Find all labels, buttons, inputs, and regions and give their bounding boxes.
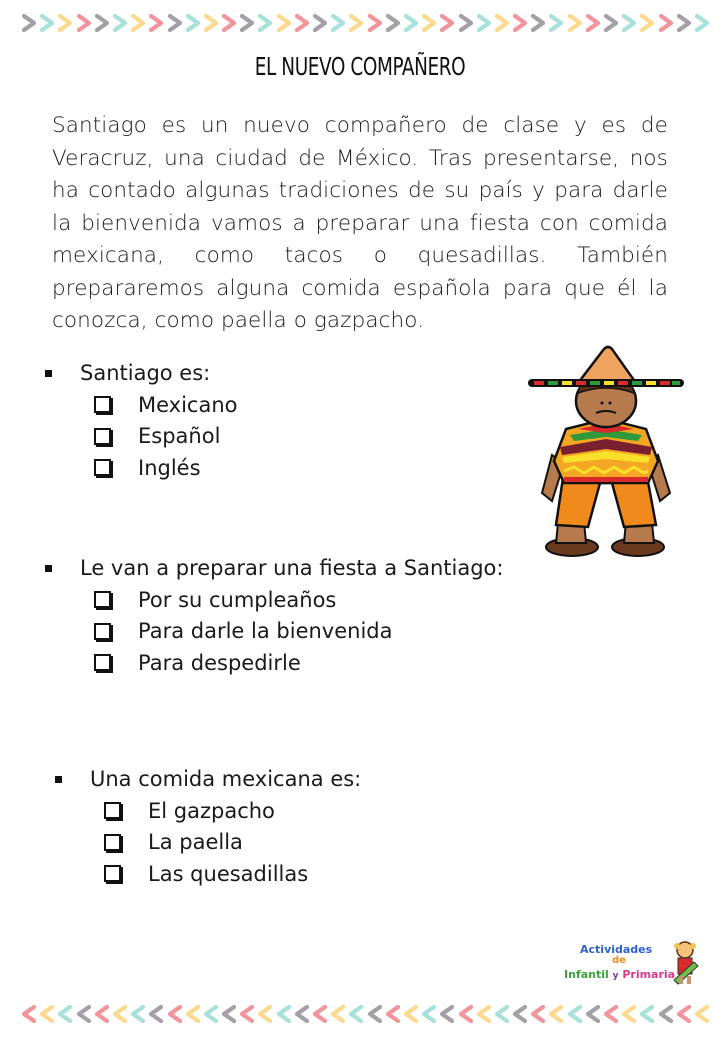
logo-word-primaria: Primaria	[622, 968, 676, 981]
chevron-right-icon	[602, 12, 620, 36]
chevron-right-icon	[93, 12, 111, 36]
option-label: Por su cumpleaños	[138, 587, 337, 612]
chevron-right-icon	[402, 12, 420, 36]
bullet-icon	[45, 370, 52, 377]
chevron-left-icon	[420, 1003, 438, 1027]
chevron-left-icon	[347, 1003, 365, 1027]
prompt-text: Santiago es:	[80, 361, 211, 385]
chevron-left-icon	[56, 1003, 74, 1027]
option-label: La paella	[148, 830, 243, 855]
checkbox[interactable]	[94, 428, 111, 445]
question-1	[44, 357, 238, 484]
chevron-left-icon	[584, 1003, 602, 1027]
checkbox[interactable]	[94, 459, 111, 476]
checkbox[interactable]	[104, 834, 121, 851]
chevron-left-icon	[220, 1003, 238, 1027]
chevron-left-icon	[457, 1003, 475, 1027]
question-2	[44, 552, 503, 679]
logo-word-infantil: Infantil	[564, 968, 609, 981]
chevron-left-icon	[202, 1003, 220, 1027]
chevron-left-icon	[293, 1003, 311, 1027]
chevron-left-icon	[93, 1003, 111, 1027]
chevron-right-icon	[366, 12, 384, 36]
option-label: Inglés	[138, 455, 201, 480]
chevron-right-icon	[147, 12, 165, 36]
chevron-right-icon	[384, 12, 402, 36]
chevron-left-icon	[111, 1003, 129, 1027]
story-paragraph: Santiago es un nuevo compañero de clase y es de Veracruz, una ciudad de México. Tras presentarse, nos ha contado algunas tradiciones de su país y para darle la bienvenida vamos a preparar una fiesta con comida mexicana, como tacos o quesadillas. También prepararemos alguna comida española para que él la conozca, como paella o gazpacho.	[52, 113, 668, 333]
chevron-left-icon	[511, 1003, 529, 1027]
brand-logo	[564, 940, 712, 988]
logo-word-y: y	[612, 971, 619, 981]
chevron-right-icon	[457, 12, 475, 36]
chevron-right-icon	[420, 12, 438, 36]
top-decorative-border	[20, 12, 710, 36]
chevron-right-icon	[584, 12, 602, 36]
chevron-left-icon	[366, 1003, 384, 1027]
chevron-right-icon	[620, 12, 638, 36]
chevron-right-icon	[38, 12, 56, 36]
girl-pencil-icon	[668, 940, 702, 986]
chevron-left-icon	[238, 1003, 256, 1027]
chevron-left-icon	[129, 1003, 147, 1027]
chevron-left-icon	[184, 1003, 202, 1027]
chevron-left-icon	[75, 1003, 93, 1027]
chevron-left-icon	[638, 1003, 656, 1027]
prompt-text: Le van a preparar una fiesta a Santiago:	[80, 556, 504, 580]
chevron-left-icon	[529, 1003, 547, 1027]
checkbox[interactable]	[94, 654, 111, 671]
chevron-right-icon	[529, 12, 547, 36]
chevron-right-icon	[493, 12, 511, 36]
question-3	[54, 763, 361, 890]
chevron-left-icon	[620, 1003, 638, 1027]
prompt-text: Una comida mexicana es:	[90, 767, 362, 791]
option-label: Para darle la bienvenida	[138, 619, 393, 644]
bottom-decorative-border	[20, 1003, 710, 1027]
option-label: El gazpacho	[148, 798, 275, 823]
chevron-right-icon	[56, 12, 74, 36]
option-cumpleanos[interactable]	[94, 584, 503, 616]
question-prompt	[44, 552, 503, 584]
bullet-icon	[45, 565, 52, 572]
chevron-right-icon	[129, 12, 147, 36]
checkbox[interactable]	[94, 591, 111, 608]
chevron-right-icon	[347, 12, 365, 36]
chevron-right-icon	[475, 12, 493, 36]
chevron-right-icon	[75, 12, 93, 36]
chevron-left-icon	[547, 1003, 565, 1027]
question-prompt	[44, 357, 238, 389]
chevron-left-icon	[147, 1003, 165, 1027]
chevron-right-icon	[111, 12, 129, 36]
chevron-left-icon	[38, 1003, 56, 1027]
chevron-right-icon	[238, 12, 256, 36]
chevron-right-icon	[20, 12, 38, 36]
chevron-left-icon	[166, 1003, 184, 1027]
option-bienvenida[interactable]	[94, 616, 503, 648]
chevron-left-icon	[329, 1003, 347, 1027]
mexican-boy-illustration	[526, 343, 686, 559]
chevron-left-icon	[675, 1003, 693, 1027]
option-mexicano[interactable]	[94, 389, 238, 421]
chevron-right-icon	[329, 12, 347, 36]
chevron-left-icon	[256, 1003, 274, 1027]
option-paella[interactable]	[104, 827, 361, 859]
chevron-right-icon	[275, 12, 293, 36]
option-label: Para despedirle	[138, 650, 301, 675]
option-label: Las quesadillas	[148, 861, 309, 886]
chevron-left-icon	[275, 1003, 293, 1027]
checkbox[interactable]	[94, 396, 111, 413]
chevron-left-icon	[566, 1003, 584, 1027]
chevron-right-icon	[220, 12, 238, 36]
chevron-right-icon	[311, 12, 329, 36]
chevron-right-icon	[293, 12, 311, 36]
page-title: EL NUEVO COMPAÑERO	[254, 52, 466, 81]
chevron-left-icon	[402, 1003, 420, 1027]
chevron-left-icon	[20, 1003, 38, 1027]
chevron-left-icon	[384, 1003, 402, 1027]
chevron-left-icon	[693, 1003, 711, 1027]
chevron-right-icon	[256, 12, 274, 36]
chevron-right-icon	[184, 12, 202, 36]
chevron-right-icon	[638, 12, 656, 36]
chevron-left-icon	[493, 1003, 511, 1027]
chevron-left-icon	[438, 1003, 456, 1027]
chevron-right-icon	[438, 12, 456, 36]
question-prompt	[54, 763, 361, 795]
chevron-left-icon	[475, 1003, 493, 1027]
chevron-right-icon	[675, 12, 693, 36]
chevron-right-icon	[511, 12, 529, 36]
chevron-right-icon	[166, 12, 184, 36]
option-label: Mexicano	[138, 392, 238, 417]
chevron-right-icon	[547, 12, 565, 36]
option-ingles[interactable]	[94, 452, 238, 484]
checkbox[interactable]	[104, 865, 121, 882]
option-despedirle[interactable]	[94, 647, 503, 679]
logo-line-1: Actividades	[580, 943, 653, 956]
option-gazpacho[interactable]	[104, 795, 361, 827]
option-quesadillas[interactable]	[104, 858, 361, 890]
chevron-right-icon	[657, 12, 675, 36]
chevron-right-icon	[566, 12, 584, 36]
option-label: Español	[138, 424, 221, 449]
checkbox[interactable]	[104, 802, 121, 819]
logo-line-2: de	[612, 955, 626, 966]
chevron-right-icon	[693, 12, 711, 36]
bullet-icon	[55, 776, 62, 783]
logo-line-3	[564, 968, 675, 981]
chevron-right-icon	[202, 12, 220, 36]
chevron-left-icon	[311, 1003, 329, 1027]
option-espanol[interactable]	[94, 421, 238, 453]
chevron-left-icon	[602, 1003, 620, 1027]
chevron-left-icon	[657, 1003, 675, 1027]
checkbox[interactable]	[94, 623, 111, 640]
